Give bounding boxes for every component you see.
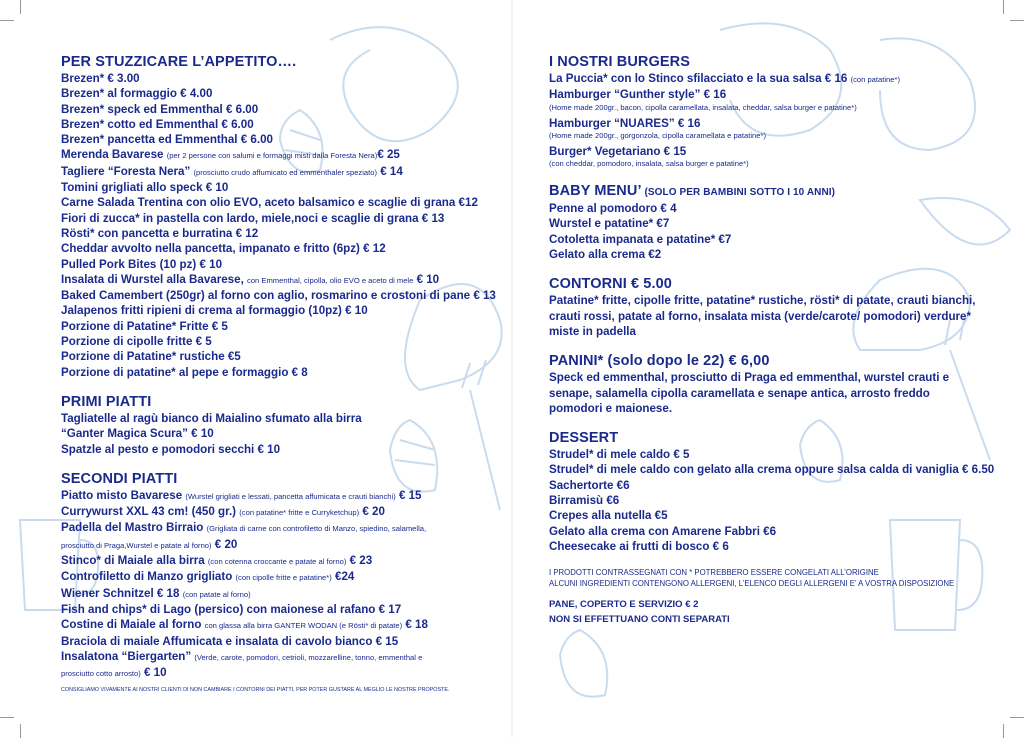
hop-illustration <box>560 630 607 697</box>
item-description: (Wurstel grigliati e lessati, pancetta affumicata e crauti bianchi) <box>185 491 396 501</box>
section-title: I NOSTRI BURGERS <box>549 54 690 70</box>
menu-item <box>61 520 501 536</box>
menu-item <box>61 86 501 101</box>
section-title: DESSERT <box>549 430 619 447</box>
item-name: Pulled Pork Bites (10 pz) € 10 <box>61 257 223 271</box>
menu-item: Cotoletta impanata e patatine* €7 <box>549 232 732 246</box>
menu-item <box>61 411 501 426</box>
menu-item <box>61 334 501 349</box>
item-description: (con cipolle fritte e patatine*) <box>235 573 332 583</box>
menu-item <box>61 257 501 272</box>
item-name: Porzione di patatine* al pepe e formaggio € 8 <box>61 365 308 379</box>
menu-list <box>549 71 979 169</box>
contorni-description: Patatine* fritte, cipolle fritte, patatine* rustiche, rösti* di patate, crauti bianchi, crauti rossi, patate al forno, insalata mista (verde/carote/ pomodori) verdure* miste in padella <box>549 294 976 338</box>
item-name: Costine di Maiale al forno <box>61 618 205 632</box>
item-name: Braciola di maiale Affumicata e insalata di cavolo bianco € 15 <box>61 634 399 648</box>
item-name: Hamburger “Gunther style” € 16 <box>549 88 727 102</box>
menu-item <box>61 553 501 569</box>
menu-item <box>61 272 501 288</box>
menu-item <box>61 488 501 504</box>
menu-list <box>549 201 979 262</box>
menu-list <box>61 488 501 682</box>
menu-item <box>61 303 501 318</box>
item-name: Tagliatelle al ragù bianco di Maialino sfumato alla birra <box>61 411 362 425</box>
item-price: € 10 <box>413 272 440 286</box>
item-description: (Home made 200gr., bacon, cipolla caramellata, insalata, cheddar, salsa burger e patatine*) <box>549 102 857 112</box>
menu-item <box>61 164 501 180</box>
allergen-notice: ALCUNI INGREDIENTI CONTENGONO ALLERGENI, L’ELENCO DEGLI ALLERGENI E’ A VOSTRA DISPOSIZIONE <box>549 578 955 588</box>
item-name: Tagliere “Foresta Nera” <box>61 164 194 178</box>
item-price: € 10 <box>140 666 167 680</box>
item-description: (con cheddar, pomodoro, insalata, salsa burger e patatine*) <box>549 159 749 169</box>
section-dessert <box>549 430 995 554</box>
item-price: € 23 <box>346 554 373 568</box>
menu-item <box>61 504 501 520</box>
item-description: (con patatine* fritte e Curryketchup) <box>239 508 360 518</box>
item-description: (con patate al forno) <box>182 589 251 599</box>
section-panini <box>549 353 979 416</box>
menu-item <box>549 71 979 87</box>
cover-charge: PANE, COPERTO E SERVIZIO € 2 <box>549 599 699 611</box>
menu-item <box>61 349 501 364</box>
menu-item <box>61 132 501 147</box>
menu-item: Strudel* di mele caldo con gelato alla crema oppure salsa calda di vaniglia € 6.50 <box>549 463 995 477</box>
item-name: Tomini grigliati allo speck € 10 <box>61 181 229 195</box>
menu-item <box>61 649 501 665</box>
menu-item <box>61 71 501 86</box>
crop-mark <box>1010 717 1024 718</box>
item-price: € 18 <box>402 618 428 632</box>
menu-item: Strudel* di mele caldo € 5 <box>549 448 690 462</box>
item-name: Porzione di cipolle fritte € 5 <box>61 335 212 349</box>
item-price: € 25 <box>377 148 400 162</box>
menu-item <box>61 569 501 585</box>
section-burgers <box>549 54 979 169</box>
menu-item <box>61 602 501 617</box>
menu-item <box>61 319 501 334</box>
menu-item <box>61 537 501 553</box>
menu-item <box>61 180 501 195</box>
item-name: Insalatona “Biergarten” <box>61 649 195 663</box>
item-description: (con cotenna croccante e patate al forno) <box>207 557 347 567</box>
item-name: Merenda Bavarese <box>61 148 167 162</box>
menu-item: Wurstel e patatine* €7 <box>549 217 670 231</box>
crop-mark <box>1003 724 1004 738</box>
baby-menu-title: BABY MENU’ <box>549 183 642 200</box>
section-title: PER STUZZICARE L’APPETITO…. <box>61 54 297 70</box>
item-name: Baked Camembert (250gr) al forno con aglio, rosmarino e crostoni di pane € 13 <box>61 289 496 303</box>
item-name: Jalapenos fritti ripieni di crema al formaggio (10pz) € 10 <box>61 304 368 318</box>
item-name: Controfiletto di Manzo grigliato <box>61 570 236 584</box>
menu-item <box>61 195 501 210</box>
left-column <box>61 54 501 708</box>
section-contorni <box>549 276 979 339</box>
item-description: (per 2 persone con salumi e formaggi misti dalla Foresta Nera) <box>166 151 378 161</box>
section-stuzzicare <box>61 54 501 380</box>
section-secondi <box>61 471 501 695</box>
menu-item <box>61 665 501 681</box>
crop-mark <box>1003 0 1004 14</box>
menu-item <box>61 288 501 303</box>
menu-item <box>61 226 501 241</box>
crop-mark <box>1010 20 1024 21</box>
item-name: Currywurst XXL 43 cm! (450 gr.) <box>61 505 240 519</box>
menu-list <box>61 71 501 380</box>
item-name: Rösti* con pancetta e burratina € 12 <box>61 226 259 240</box>
menu-item: Gelato alla crema €2 <box>549 248 662 262</box>
item-name: Piatto misto Bavarese <box>61 488 186 502</box>
menu-item <box>549 116 979 131</box>
item-name: Padella del Mastro Birraio <box>61 521 207 535</box>
item-name: Stinco* di Maiale alla birra <box>61 554 208 568</box>
menu-item <box>61 241 501 256</box>
item-description: (Grigliata di carne con controfiletto di Manzo, spiedino, salamella, <box>206 524 427 534</box>
section-title: CONTORNI € 5.00 <box>549 276 672 293</box>
section-title: PANINI* (solo dopo le 22) € 6,00 <box>549 353 770 370</box>
crop-mark <box>0 20 14 21</box>
menu-item <box>61 426 501 441</box>
item-name: Cheddar avvolto nella pancetta, impanato e fritto (6pz) € 12 <box>61 242 386 256</box>
menu-item: Penne al pomodoro € 4 <box>549 202 677 216</box>
item-name: Burger* Vegetariano € 15 <box>549 144 687 158</box>
item-name: Brezen* cotto ed Emmenthal € 6.00 <box>61 117 254 131</box>
menu-list <box>549 447 995 554</box>
menu-item <box>549 144 979 159</box>
menu-item <box>61 634 501 649</box>
item-name: Wiener Schnitzel € 18 <box>61 586 183 600</box>
menu-item <box>61 211 501 226</box>
item-name: Brezen* speck ed Emmenthal € 6.00 <box>61 102 259 116</box>
item-price: € 15 <box>395 488 422 502</box>
crop-mark <box>20 0 21 14</box>
menu-item <box>61 365 501 380</box>
item-name: Porzione di Patatine* rustiche €5 <box>61 350 241 364</box>
menu-list <box>61 411 501 457</box>
baby-menu-subtitle: (SOLO PER BAMBINI SOTTO I 10 ANNI) <box>641 187 836 199</box>
menu-item: Sachertorte €6 <box>549 478 630 492</box>
item-description: (prosciutto crudo affumicato ed emmenthaler speziato) <box>193 167 377 177</box>
section-title <box>549 183 979 201</box>
item-name: Carne Salada Trentina con olio EVO, aceto balsamico e scaglie di grana €12 <box>61 196 478 210</box>
item-price: € 14 <box>377 164 403 178</box>
item-description: (Verde, carote, pomodori, cetrioli, mozzarelline, tonno, emmenthal e <box>194 652 423 662</box>
panini-description: Speck ed emmenthal, prosciutto di Praga ed emmenthal, wurstel crauti e senape, salamella cipolla caramellata e senape antica, arrosto freddo pomodori e maionese. <box>549 371 950 415</box>
item-name: Fish and chips* di Lago (persico) con maionese al rafano € 17 <box>61 602 402 616</box>
item-name: La Puccia* con lo Stinco sfilacciato e la sua salsa € 16 <box>549 72 851 85</box>
item-description: (con patatine*) <box>850 75 900 84</box>
item-description: con glassa alla birra GANTER WODAN (e Rösti* di patate) <box>204 621 403 631</box>
menu-item <box>61 442 501 457</box>
item-name: “Ganter Magica Scura” € 10 <box>61 427 214 441</box>
menu-item <box>61 147 501 163</box>
item-description: prosciutto cotto arrosto) <box>61 669 141 679</box>
menu-item <box>61 102 501 117</box>
section-baby-menu <box>549 183 979 262</box>
menu-item <box>549 87 979 102</box>
item-name: Porzione di Patatine* Fritte € 5 <box>61 319 228 333</box>
item-name: Brezen* € 3.00 <box>61 72 140 85</box>
no-split-bills-notice: NON SI EFFETTUANO CONTI SEPARATI <box>549 614 730 626</box>
item-description: con Emmenthal, cipolla, olio EVO e aceto di mele <box>247 275 414 285</box>
right-column <box>549 54 995 627</box>
item-description: prosciutto di Praga,Wurstel e patate al forno) <box>61 540 212 550</box>
menu-item <box>61 586 501 602</box>
crop-mark <box>0 717 14 718</box>
item-name: Brezen* al formaggio € 4.00 <box>61 87 213 101</box>
item-name: Fiori di zucca* in pastella con lardo, miele,noci e scaglie di grana € 13 <box>61 211 445 225</box>
item-price: € 20 <box>211 537 238 551</box>
menu-item: Crepes alla nutella €5 <box>549 509 668 523</box>
section-primi <box>61 394 501 457</box>
item-name: Hamburger “NUARES” € 16 <box>549 116 701 130</box>
menu-item <box>61 117 501 132</box>
item-name: Brezen* pancetta ed Emmenthal € 6.00 <box>61 133 273 147</box>
frozen-notice: I PRODOTTI CONTRASSEGNATI CON * POTREBBERO ESSERE CONGELATI ALL’ORIGINE <box>549 568 879 578</box>
item-name: Insalata di Wurstel alla Bavarese, <box>61 272 248 286</box>
item-price: €24 <box>331 570 355 584</box>
item-description: (Home made 200gr., gorgonzola, cipolla caramellata e patatine*) <box>549 130 766 140</box>
info-block <box>549 568 979 627</box>
item-price: € 20 <box>359 505 385 519</box>
menu-item: Cheesecake ai frutti di bosco € 6 <box>549 539 729 553</box>
crop-mark <box>20 724 21 738</box>
section-title: PRIMI PIATTI <box>61 393 152 410</box>
side-dish-footnote: CONSIGLIAMO VIVAMENTE AI NOSTRI CLIENTI DI NON CAMBIARE I CONTORNI DEI PIATTI, PER POTER GUSTARE AL MEGLIO LE NOSTRE PROPOSTE. <box>61 687 450 694</box>
menu-item <box>61 617 501 633</box>
item-name: Spatzle al pesto e pomodori secchi € 10 <box>61 442 281 456</box>
section-title: SECONDI PIATTI <box>61 470 178 487</box>
menu-item: Birramisù €6 <box>549 494 620 508</box>
menu-item: Gelato alla crema con Amarene Fabbri €6 <box>549 524 777 538</box>
